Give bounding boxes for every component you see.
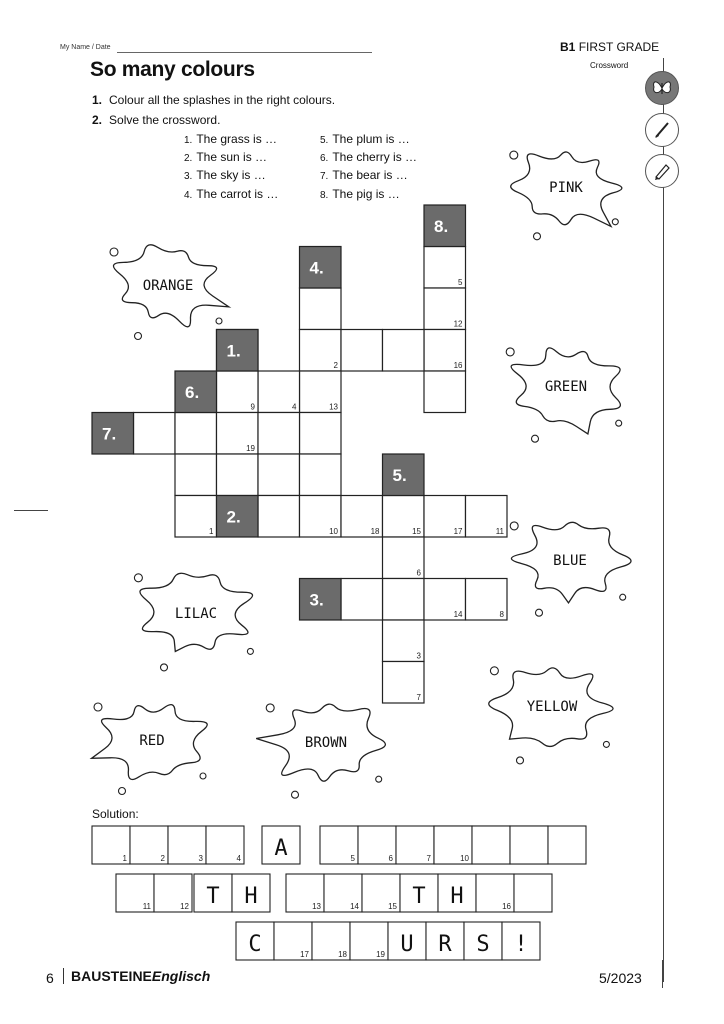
crossword-start-number: 8. [434, 217, 449, 236]
solution-index-number: 14 [350, 902, 359, 911]
instruction-1: 1. Colour all the splashes in the right colours. [92, 93, 336, 107]
solution-letter: H [450, 884, 464, 909]
crossword-cell[interactable] [383, 579, 425, 621]
solution-index-number: 1 [122, 854, 127, 863]
crossword-cell[interactable] [217, 454, 259, 496]
crossword-cell[interactable] [300, 288, 342, 330]
solution-index-number: 15 [388, 902, 397, 911]
solution-letter: T [206, 884, 220, 909]
solution-letter: R [438, 932, 452, 957]
solution-index-number: 5 [350, 854, 355, 863]
solution-letter: C [248, 932, 262, 957]
splash-brown [256, 704, 385, 798]
solution-index-number: 7 [426, 854, 431, 863]
splash-lilac [134, 573, 253, 671]
splash-label: BROWN [304, 735, 348, 751]
crossword-cell[interactable] [134, 413, 176, 455]
clue-5: 5. The plum is … [320, 132, 410, 146]
crossword-index-number: 10 [329, 527, 338, 536]
solution-box[interactable] [510, 826, 548, 864]
crossword-start-number: 7. [102, 424, 117, 444]
solution-letter: H [244, 884, 258, 909]
crossword-index-number: 18 [370, 527, 380, 536]
crossword-index-number: 13 [329, 402, 338, 412]
solution-letter: S [476, 932, 490, 957]
crossword-cell[interactable] [383, 330, 425, 372]
crossword-index-number: 12 [453, 319, 463, 329]
splash-yellow [489, 667, 613, 764]
page-title: So many colours [90, 58, 255, 81]
solution-index-number: 19 [376, 950, 385, 959]
clue-6: 6. The cherry is … [320, 150, 418, 164]
page-number: 6 [46, 970, 54, 986]
crossword-index-number: 2 [333, 361, 338, 370]
solution-index-number: 10 [460, 854, 469, 863]
crossword-index-number: 1 [209, 527, 214, 536]
crossword-cell[interactable] [341, 579, 383, 621]
crossword-cell[interactable] [341, 330, 383, 372]
crossword-start-number: 6. [185, 383, 200, 402]
crossword-index-number: 5 [458, 278, 463, 287]
crossword-cell[interactable] [175, 454, 217, 496]
crossword-start-number: 4. [309, 258, 324, 278]
splash-label: YELLOW [526, 699, 578, 715]
section-label: Crossword [590, 61, 629, 70]
issue-date: 5/2023 [599, 970, 642, 986]
splash-layer [92, 151, 631, 798]
crossword-cell[interactable] [258, 413, 300, 455]
splash-orange [110, 245, 229, 340]
solution-letter: ! [514, 932, 528, 957]
splash-green [506, 348, 622, 442]
clue-7: 7. The bear is … [320, 168, 408, 182]
crossword-cell[interactable] [258, 496, 300, 538]
solution-box[interactable] [472, 826, 510, 864]
solution-boxes [92, 826, 586, 960]
solution-index-number: 13 [312, 902, 321, 911]
solution-label: Solution: [92, 807, 139, 821]
crossword-index-number: 16 [453, 361, 463, 370]
footer-rule [662, 960, 663, 988]
splash-label: GREEN [544, 379, 588, 395]
crossword-index-number: 7 [416, 693, 421, 702]
splash-label: BLUE [553, 553, 587, 569]
brand-logo: BAUSTEINEEnglisch [63, 968, 210, 984]
crossword-cell[interactable] [300, 454, 342, 496]
clue-4: 4. The carrot is … [184, 187, 279, 201]
crossword-index-number: 6 [416, 568, 421, 578]
solution-box[interactable] [548, 826, 586, 864]
solution-box[interactable] [514, 874, 552, 912]
solution-letter: U [400, 932, 414, 957]
splash-label: LILAC [174, 606, 218, 622]
splash-red [92, 703, 208, 795]
crossword-start-number: 1. [226, 341, 241, 361]
solution-index-number: 6 [388, 854, 393, 863]
crossword-index-number: 14 [453, 610, 463, 619]
crossword-index-number: 11 [495, 527, 504, 536]
instruction-2: 2. Solve the crossword. [92, 113, 221, 127]
crossword-start-number: 3. [309, 590, 324, 610]
crossword-index-number: 3 [416, 651, 421, 661]
crossword-index-number: 15 [412, 527, 421, 536]
solution-index-number: 4 [236, 854, 241, 863]
clue-2: 2. The sun is … [184, 150, 268, 164]
fold-mark [14, 510, 48, 511]
crossword-cell[interactable] [424, 371, 466, 413]
crossword-start-number: 2. [226, 507, 241, 527]
solution-letter: A [274, 836, 288, 861]
crossword-cell[interactable] [175, 413, 217, 455]
clue-3: 3. The sky is … [184, 168, 266, 182]
solution-index-number: 12 [180, 902, 189, 911]
clue-1: 1. The grass is … [184, 132, 278, 146]
solution-letter: T [412, 884, 426, 909]
splash-blue [510, 522, 631, 616]
crossword-index-number: 9 [250, 402, 255, 412]
crossword-index-number: 17 [453, 527, 463, 536]
solution-index-number: 2 [160, 854, 165, 863]
splash-label: PINK [549, 180, 583, 196]
solution-index-number: 18 [338, 950, 347, 959]
splash-label: RED [139, 733, 165, 749]
name-date-label: My Name / Date [60, 44, 111, 51]
crossword-cell[interactable] [258, 454, 300, 496]
solution-index-number: 17 [300, 950, 309, 959]
crossword-cell[interactable] [300, 413, 342, 455]
crossword-index-number: 8 [499, 610, 504, 619]
splash-label: ORANGE [142, 278, 194, 294]
crossword-index-number: 19 [246, 444, 255, 453]
crossword-start-number: 5. [392, 466, 407, 485]
grade-label: B1 FIRST GRADE [560, 40, 660, 54]
crossword-index-number: 4 [292, 402, 297, 412]
solution-index-number: 11 [142, 902, 151, 911]
solution-index-number: 16 [502, 902, 511, 911]
solution-index-number: 3 [198, 854, 203, 863]
clue-8: 8. The pig is … [320, 187, 400, 201]
splash-pink [510, 151, 622, 240]
